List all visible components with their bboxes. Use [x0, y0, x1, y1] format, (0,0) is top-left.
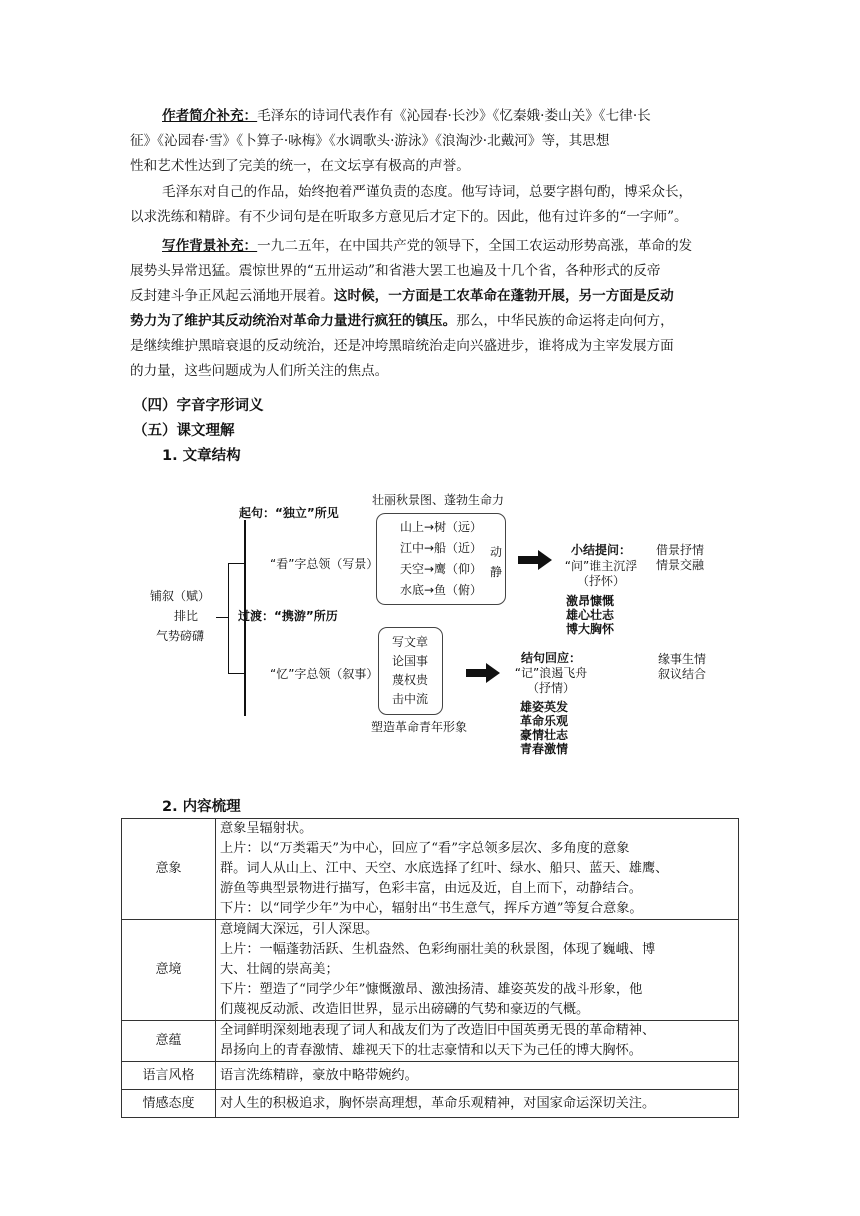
row-line: 游鱼等典型景物进行描写，色彩丰富，由远及近，自上而下，动静结合。	[220, 881, 642, 896]
heading-four: （四）字音字形词义	[133, 398, 264, 414]
image-caption: 塑造革命青年形象	[371, 720, 468, 734]
emotion-1: 激昂慷慨	[566, 594, 615, 608]
summary-sub: （抒怀）	[576, 574, 625, 588]
method-2a: 缘事生情	[658, 652, 707, 666]
guodu-label: 过渡：“携游”所历	[238, 609, 338, 623]
author-line-3: 性和艺术性达到了完美的统一，在文坛享有极高的声誉。	[130, 158, 470, 174]
scenery-item-3: 天空→鹰（仰）	[400, 562, 483, 576]
row-content	[216, 1021, 739, 1062]
author-line-2: 征》《沁园春·雪》《卜算子·咏梅》《水调歌头·游泳》《浪淘沙·北戴河》等，其思想	[130, 133, 610, 149]
summary-title: 小结提问：	[570, 543, 631, 557]
method-1a: 借景抒情	[656, 543, 705, 557]
summary-question: “问”谁主沉浮	[564, 559, 638, 573]
ending-sub: （抒情）	[526, 681, 575, 695]
row-content	[216, 920, 739, 1021]
event-2: 论国事	[392, 654, 429, 668]
author-line-1: 毛泽东的诗词代表作有《沁园春·长沙》《忆秦娥·娄山关》《七律·长	[257, 108, 651, 124]
table-row	[122, 1090, 739, 1118]
diagram-branch-top	[228, 563, 245, 564]
emotion-3: 博大胸怀	[566, 622, 615, 636]
row-label: 情感态度	[122, 1090, 216, 1118]
event-3: 蔑权贵	[392, 673, 429, 687]
diagram-branch-line	[228, 563, 229, 673]
method-1b: 情景交融	[656, 558, 705, 572]
background-line-2: 展势头异常迅猛。震惊世界的“五卅运动”和省港大罢工也遍及十几个省，各种形式的反帝	[130, 263, 661, 279]
row-line: 上片：以“万类霜天”为中心，回应了“看”字总领多层次、多角度的意象	[220, 841, 630, 856]
row-line: 下片：以“同学少年”为中心，辐射出“书生意气，挥斥方遒”等复合意象。	[220, 901, 643, 916]
row-line: 意境阔大深远，引人深思。	[220, 922, 379, 937]
row-label: 意境	[122, 920, 216, 1021]
table-row	[122, 1062, 739, 1090]
attitude-line-1: 毛泽东对自己的作品，始终抱着严谨负责的态度。他写诗词，总要字斟句酌，博采众长，	[162, 184, 693, 200]
row-line: 下片：塑造了“同学少年”慷慨激昂、激浊扬清、雄姿英发的战斗形象，他	[220, 982, 643, 997]
method-2b: 叙议结合	[658, 667, 707, 681]
background-line-3a: 反封建斗争正风起云涌地开展着。	[130, 288, 334, 304]
scenery-item-4: 水底→鱼（俯）	[400, 583, 483, 597]
row-line: 们蔑视反动派、改造旧世界，显示出磅礴的气势和豪迈的气概。	[220, 1002, 590, 1017]
row-line: 语言洗练精辟，豪放中略带婉约。	[220, 1067, 418, 1083]
background-label: 写作背景补充：	[162, 238, 258, 254]
yi-label: “忆”字总领（叙事）	[270, 667, 379, 681]
row-line: 大、壮阔的崇高美；	[220, 962, 339, 977]
row-label: 语言风格	[122, 1062, 216, 1090]
row-line: 昂扬向上的青春激情、雄视天下的壮志豪情和以天下为己任的博大胸怀。	[220, 1043, 642, 1058]
table-row	[122, 819, 739, 920]
author-label: 作者简介补充：	[162, 108, 258, 124]
heading-five: （五）课文理解	[133, 423, 235, 439]
scenery-item-2: 江中→船（近）	[400, 541, 483, 555]
scenery-caption: 壮丽秋景图、蓬勃生命力	[372, 493, 505, 507]
ending-question: “记”浪遏飞舟	[514, 666, 588, 680]
quality-1: 雄姿英发	[520, 700, 569, 714]
ending-title: 结句回应：	[520, 651, 581, 665]
row-line: 群。词人从山上、江中、天空、水底选择了红叶、绿水、船只、蓝天、雄鹰、	[220, 861, 669, 876]
content-table	[121, 818, 739, 1118]
row-label: 意象	[122, 819, 216, 920]
heading-content: 2. 内容梳理	[162, 799, 241, 815]
row-line: 上片：一幅蓬勃活跃、生机盎然、色彩绚丽壮美的秋景图，体现了巍峨、博	[220, 942, 656, 957]
emotion-2: 雄心壮志	[566, 608, 615, 622]
table-row	[122, 1021, 739, 1062]
attitude-line-2: 以求洗练和精辟。有不少词句是在听取多方意见后才定下的。因此，他有过许多的“一字师”。	[130, 209, 688, 225]
attitude-paragraph	[130, 180, 740, 230]
background-line-1: 一九二五年，在中国共产党的领导下，全国工农运动形势高涨，革命的发	[257, 238, 693, 254]
table-row	[122, 920, 739, 1021]
quality-2: 革命乐观	[520, 714, 569, 728]
author-supplement	[130, 104, 740, 179]
scenery-item-1: 山上→树（远）	[400, 520, 483, 534]
row-content	[216, 1090, 739, 1118]
background-line-5: 是继续维护黑暗衰退的反动统治，还是冲垮黑暗统治走向兴盛进步，谁将成为主宰发展方面	[130, 338, 674, 354]
diagram-branch-bottom	[228, 673, 245, 674]
background-line-4b: 那么，中华民族的命运将走向何方，	[456, 313, 674, 329]
background-supplement	[130, 234, 740, 384]
kan-label: “看”字总领（写景）	[270, 557, 379, 571]
quality-3: 豪情壮志	[520, 728, 569, 742]
diagram-branch-stub	[216, 617, 228, 618]
quality-4: 青春激情	[520, 742, 569, 756]
row-content	[216, 1062, 739, 1090]
left-label-2: 排比	[174, 609, 199, 623]
row-line: 对人生的积极追求，胸怀崇高理想，革命乐观精神，对国家命运深切关注。	[220, 1095, 656, 1111]
background-line-4a: 势力为了维护其反动统治对革命力量进行疯狂的镇压。	[130, 313, 457, 329]
background-line-6: 的力量，这些问题成为人们所关注的焦点。	[130, 363, 389, 379]
arrow-right-icon	[466, 663, 500, 683]
jing-label: 静	[490, 565, 503, 579]
arrow-right-icon	[518, 550, 552, 570]
event-1: 写文章	[392, 635, 429, 649]
background-line-3b: 这时候，一方面是工农革命在蓬勃开展，另一方面是反动	[333, 288, 674, 304]
left-label-1: 铺叙（赋）	[150, 589, 211, 603]
row-line: 全词鲜明深刻地表现了词人和战友们为了改造旧中国英勇无畏的革命精神、	[220, 1023, 656, 1038]
row-line: 意象呈辐射状。	[220, 821, 313, 836]
left-label-3: 气势磅礴	[156, 629, 205, 643]
heading-structure: 1. 文章结构	[162, 448, 241, 464]
row-content	[216, 819, 739, 920]
qiju-label: 起句：“独立”所见	[239, 506, 339, 520]
dong-label: 动	[490, 545, 503, 559]
event-4: 击中流	[392, 692, 429, 706]
row-label: 意蕴	[122, 1021, 216, 1062]
